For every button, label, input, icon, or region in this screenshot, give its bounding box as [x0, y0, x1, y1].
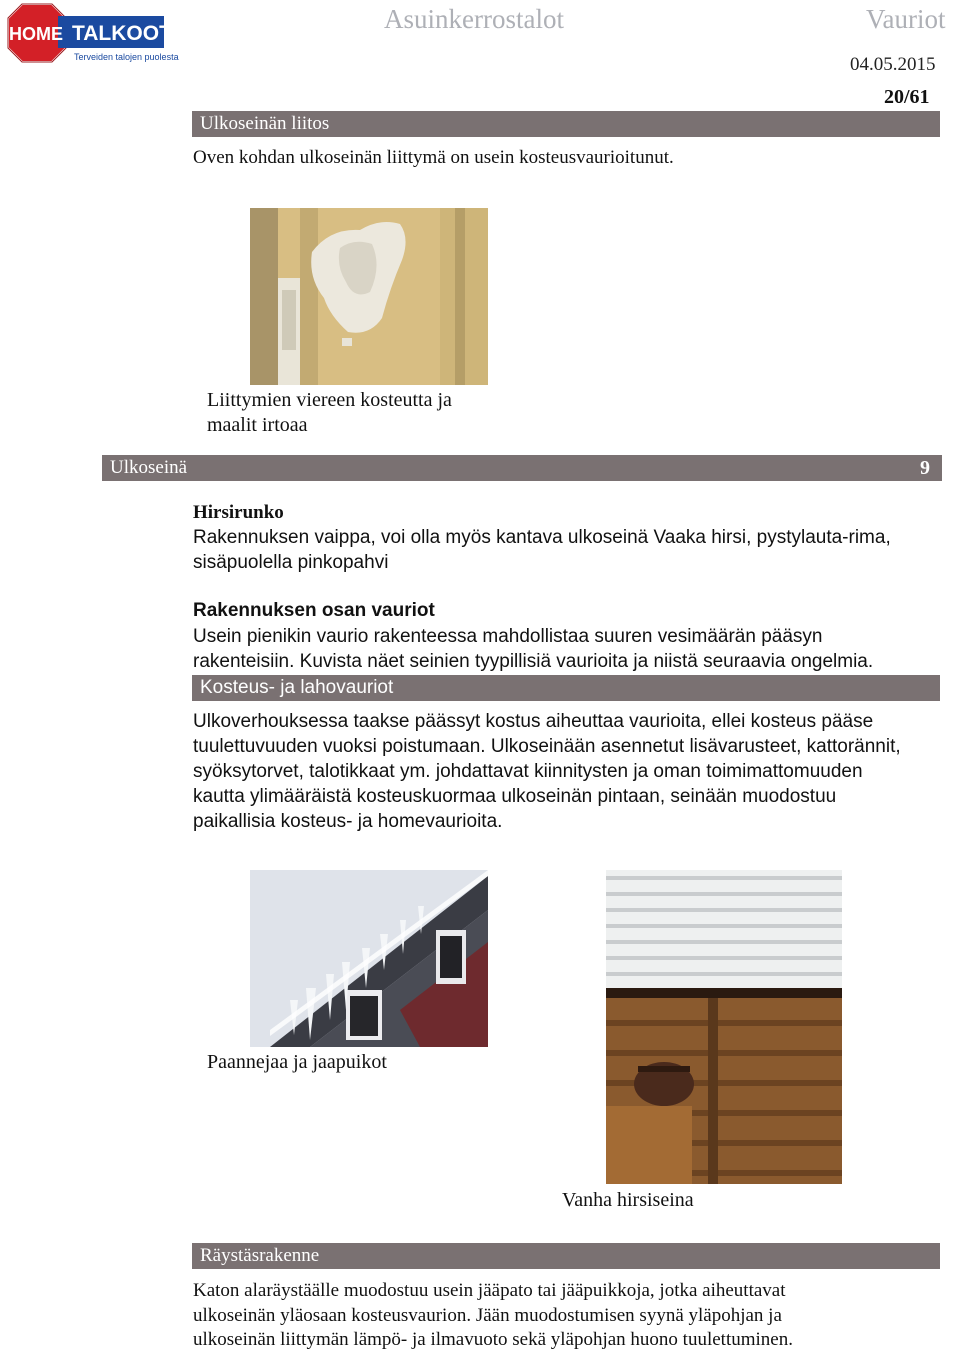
photo-icicles: [250, 870, 488, 1047]
photo1-caption-line1: Liittymien viereen kosteutta ja: [207, 389, 452, 411]
logo-tagline: Terveiden talojen puolesta: [74, 52, 179, 62]
page-number: 20/61: [884, 86, 930, 108]
kosteus-line1: Ulkoverhouksessa taakse päässyt kostus aiheuttaa vaurioita, ellei kosteus pääse: [193, 711, 874, 732]
section-bar-label: Kosteus- ja lahovauriot: [200, 677, 394, 698]
kosteus-line2: tuulettuvuuden vuoksi poistumaan. Ulkoseinään asennetut lisävarusteet, kattorännit,: [193, 736, 901, 757]
section-bar-kosteus: [192, 675, 940, 701]
header-topic-title: Vauriot: [866, 4, 946, 34]
raystas-line1: Katon alaräystäälle muodostuu usein jääpato tai jääpuikkoja, jotka aiheuttavat: [193, 1280, 786, 1301]
photo2-caption: Paannejaa ja jaapuikot: [207, 1051, 387, 1073]
section-bar-label: Ulkoseinä: [110, 457, 188, 478]
section-bar-label: Ulkoseinän liitos: [200, 113, 330, 134]
logo-home-text: HOME: [9, 24, 63, 44]
photo3-caption: Vanha hirsiseina: [562, 1189, 694, 1211]
header-date: 04.05.2015: [850, 54, 936, 75]
kosteus-line4: kautta ylimääräistä kosteuskuormaa ulkoseinän pintaan, seinään muodostuu: [193, 786, 837, 807]
raystas-line2: ulkoseinän yläosaan kosteusvaurion. Jään muodostumisen syynä yläpohjan ja: [193, 1305, 782, 1326]
osan-vauriot-line2: rakenteisiin. Kuvista näet seinien tyypillisiä vaurioita ja niistä seuraavia ongelmia.: [193, 651, 874, 672]
hirsirunko-line2: sisäpuolella pinkopahvi: [193, 552, 389, 573]
hirsirunko-line1: Rakennuksen vaippa, voi olla myös kantava ulkoseinä Vaaka hirsi, pystylauta-rima,: [193, 527, 891, 548]
section-bar-ulkoseina: [102, 455, 942, 481]
hirsirunko-title: Hirsirunko: [193, 502, 284, 523]
photo-wall-moisture: [250, 208, 488, 385]
section-bar-label: Räystäsrakenne: [200, 1245, 320, 1266]
osan-vauriot-title: Rakennuksen osan vauriot: [193, 600, 435, 621]
hometalkoot-logo[interactable]: [6, 2, 195, 64]
photo-log-wall: [606, 870, 842, 1184]
header-section-title: Asuinkerrostalot: [384, 4, 564, 34]
section-bar-raystas: [192, 1243, 940, 1269]
kosteus-line5: paikallisia kosteus- ja homevaurioita.: [193, 811, 503, 832]
section-bar-ulkoseinan-liitos: [192, 111, 940, 137]
photo1-caption-line2: maalit irtoaa: [207, 414, 308, 436]
osan-vauriot-line1: Usein pienikin vaurio rakenteessa mahdollistaa suuren vesimäärän pääsyn: [193, 626, 823, 647]
kosteus-line3: syöksytorvet, talotikkaat ym. johdattavat kiinnitysten ja oman toimimattomuuden: [193, 761, 863, 782]
section-number: 9: [920, 457, 930, 479]
raystas-line3: ulkoseinän liittymän lämpö- ja ilmavuoto sekä yläpohjan huono tuulettuminen.: [193, 1329, 793, 1350]
liitos-text: Oven kohdan ulkoseinän liittymä on usein kosteusvaurioitunut.: [193, 147, 674, 168]
logo-brand-text: TALKOOT.FI: [72, 22, 195, 45]
